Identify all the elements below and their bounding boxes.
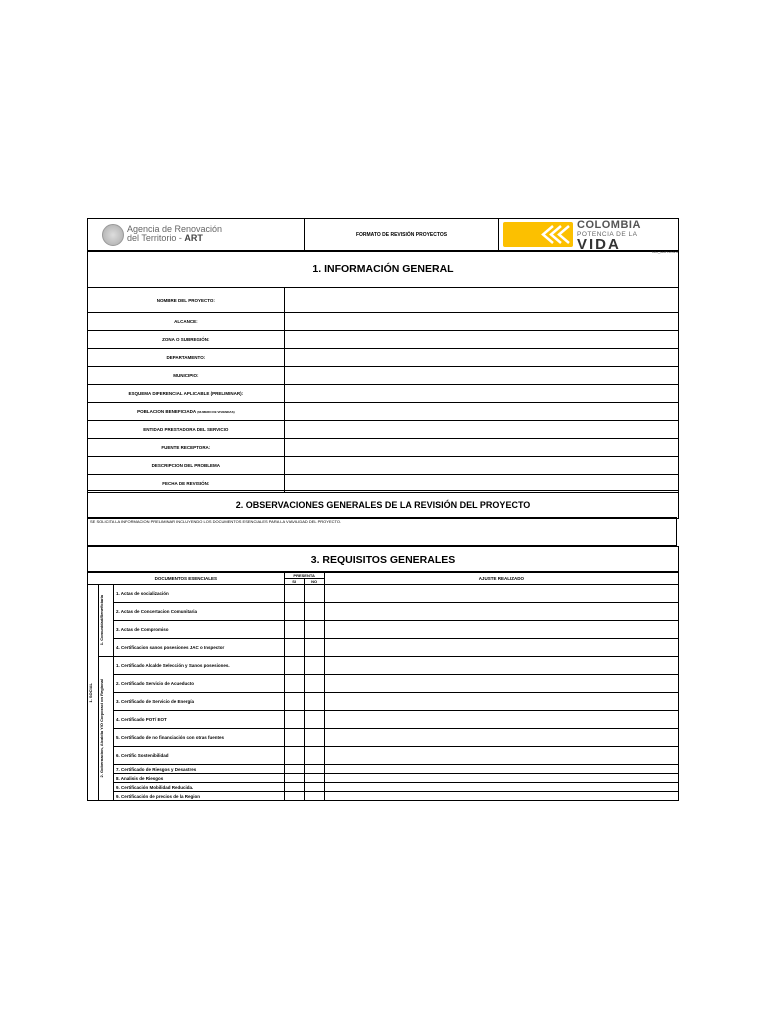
- requirement-row: [88, 603, 679, 621]
- group1-label: 1. Comunidad/Beneficiaria: [98, 595, 104, 646]
- requirement-label: 4. Certificacion sanos posesiones JAC o Inspector: [113, 639, 284, 657]
- agency-suffix: ART: [184, 233, 203, 243]
- requirement-label: 3. Certificado de Servicio de Energía: [113, 693, 284, 711]
- col-header-si: SI: [284, 579, 304, 585]
- field-value-input[interactable]: [284, 403, 678, 421]
- field-row: [88, 403, 679, 421]
- field-label-note: (NUMERO DE VIVIENDAS): [197, 410, 235, 414]
- form-header: [87, 218, 679, 252]
- field-value-input[interactable]: [284, 331, 678, 349]
- field-value-input[interactable]: [284, 367, 678, 385]
- observations-text: SE SOLICITA LA INFORMACION PRELIMINAR INCLUYENDO LOS DOCUMENTOS ESENCIALES PARA LA VIAVILIDAD DEL PROYECTO.: [90, 519, 342, 524]
- ajuste-input[interactable]: [324, 603, 678, 621]
- requirement-row: [88, 657, 679, 675]
- agency-line1: Agencia de Renovación: [127, 224, 223, 234]
- si-checkbox[interactable]: [284, 675, 304, 693]
- requirement-row: [88, 585, 679, 603]
- colombia-brand-cell: [499, 219, 678, 251]
- art-logo-cell: [88, 219, 305, 251]
- field-row: [88, 288, 679, 313]
- coat-of-arms-icon: [102, 224, 124, 246]
- field-row: [88, 331, 679, 349]
- ajuste-input[interactable]: [324, 792, 678, 801]
- group1-cell: [98, 585, 113, 657]
- agency-line2: del Territorio -: [127, 233, 185, 243]
- no-checkbox[interactable]: [304, 765, 324, 774]
- group2-label: 2. Gobernacion, Alcaldia Y/O Corporaci on Regional: [98, 679, 104, 778]
- no-checkbox[interactable]: [304, 603, 324, 621]
- si-checkbox[interactable]: [284, 657, 304, 675]
- ajuste-input[interactable]: [324, 783, 678, 792]
- field-label: DEPARTAMENTO:: [88, 349, 285, 367]
- form-title: FORMATO DE REVISIÓN PROYECTOS: [305, 219, 499, 251]
- field-value-input[interactable]: [284, 385, 678, 403]
- no-checkbox[interactable]: [304, 657, 324, 675]
- field-row: [88, 457, 679, 475]
- si-checkbox[interactable]: [284, 693, 304, 711]
- si-checkbox[interactable]: [284, 603, 304, 621]
- requirement-label: 2. Actas de Concertacion Comunitaria: [113, 603, 284, 621]
- field-label: FECHA DE REVISIÓN:: [88, 475, 285, 493]
- field-label: NOMBRE DEL PROYECTO:: [88, 288, 285, 313]
- field-value-input[interactable]: [284, 313, 678, 331]
- requirement-label: 9. Certificación de precios de la Region: [113, 792, 284, 801]
- ajuste-input[interactable]: [324, 639, 678, 657]
- ajuste-input[interactable]: [324, 747, 678, 765]
- no-checkbox[interactable]: [304, 747, 324, 765]
- field-label: ALCANCE:: [88, 313, 285, 331]
- si-checkbox[interactable]: [284, 621, 304, 639]
- field-row: [88, 367, 679, 385]
- field-value-input[interactable]: [284, 439, 678, 457]
- requirement-row: [88, 621, 679, 639]
- requirement-label: 9. Certificación Mobilidad Reducida.: [113, 783, 284, 792]
- no-checkbox[interactable]: [304, 675, 324, 693]
- col-header-no: NO: [304, 579, 324, 585]
- field-value-input[interactable]: [284, 288, 678, 313]
- group-outer-cell: [88, 585, 99, 801]
- field-label: ESQUEMA DIFERENCIAL APLICABLE (PRELIMINAR):: [88, 385, 285, 403]
- requirement-label: 8. Analisis de Riesgos: [113, 774, 284, 783]
- colombia-brand-text: [577, 220, 677, 251]
- col-header-ajuste: AJUSTE REALIZADO: [324, 572, 678, 585]
- si-checkbox[interactable]: [284, 774, 304, 783]
- si-checkbox[interactable]: [284, 765, 304, 774]
- field-row: [88, 421, 679, 439]
- no-checkbox[interactable]: [304, 729, 324, 747]
- field-label: [88, 403, 285, 421]
- ajuste-input[interactable]: [324, 657, 678, 675]
- ajuste-input[interactable]: [324, 693, 678, 711]
- requirement-label: 1. Actas de socialización: [113, 585, 284, 603]
- si-checkbox[interactable]: [284, 783, 304, 792]
- si-checkbox[interactable]: [284, 639, 304, 657]
- requirement-label: 7. Certificado de Riesgos y Desastres: [113, 765, 284, 774]
- ajuste-input[interactable]: [324, 711, 678, 729]
- field-label: FUENTE RECEPTORA:: [88, 439, 285, 457]
- requirement-label: 1. Certificado Alcalde Selección y Sanos posesiones.: [113, 657, 284, 675]
- chevron-mark-icon: [503, 222, 573, 247]
- field-value-input[interactable]: [284, 457, 678, 475]
- no-checkbox[interactable]: [304, 774, 324, 783]
- field-row: [88, 313, 679, 331]
- observations-box[interactable]: [87, 517, 677, 546]
- brand-line1: COLOMBIA: [577, 219, 641, 231]
- requirements-header-row: [88, 572, 679, 579]
- requirement-row: [88, 774, 679, 783]
- si-checkbox[interactable]: [284, 585, 304, 603]
- requirement-row: [88, 639, 679, 657]
- field-label: DESCRIPCION DEL PROBLEMA: [88, 457, 285, 475]
- no-checkbox[interactable]: [304, 693, 324, 711]
- field-row: [88, 385, 679, 403]
- group2-cell: [98, 657, 113, 801]
- brand-yellow-mark: [503, 222, 573, 247]
- si-checkbox[interactable]: [284, 792, 304, 801]
- no-checkbox[interactable]: [304, 783, 324, 792]
- requirement-row: [88, 711, 679, 729]
- requirement-label: 3. Actas de Compromiso: [113, 621, 284, 639]
- field-label-main: POBLACION BENEFICIADA: [137, 409, 196, 414]
- no-checkbox[interactable]: [304, 639, 324, 657]
- ajuste-input[interactable]: [324, 585, 678, 603]
- ajuste-input[interactable]: [324, 774, 678, 783]
- requirement-label: 6. Certific Sostenibilidad: [113, 747, 284, 765]
- section1-title: 1. INFORMACIÓN GENERAL: [87, 250, 679, 288]
- requirement-row: [88, 765, 679, 774]
- requirement-label: 4. Certificado POT/ EOT: [113, 711, 284, 729]
- group-outer-label: 1. SOCIAL: [88, 682, 93, 703]
- requirements-table: [87, 571, 679, 801]
- si-checkbox[interactable]: [284, 729, 304, 747]
- field-row: [88, 349, 679, 367]
- field-value-input[interactable]: [284, 349, 678, 367]
- field-label: ENTIDAD PRESTADORA DEL SERVICIO: [88, 421, 285, 439]
- document-code: GC_UJR.2023: [651, 249, 678, 254]
- section2-title: 2. OBSERVACIONES GENERALES DE LA REVISIÓN DEL PROYECTO: [87, 490, 679, 519]
- field-label: MUNICIPIO:: [88, 367, 285, 385]
- general-info-table: [87, 287, 679, 493]
- requirement-row: [88, 675, 679, 693]
- requirement-row: [88, 792, 679, 801]
- requirement-label: 5. Certificado de no financiación con otras fuentes: [113, 729, 284, 747]
- requirement-label: 2. Certificado Servicio de Acueducto: [113, 675, 284, 693]
- requirement-row: [88, 693, 679, 711]
- requirement-row: [88, 747, 679, 765]
- requirement-row: [88, 783, 679, 792]
- ajuste-input[interactable]: [324, 729, 678, 747]
- field-row: [88, 439, 679, 457]
- art-logo-text: [127, 225, 222, 243]
- brand-line2: POTENCIA DE LA: [577, 231, 638, 238]
- no-checkbox[interactable]: [304, 711, 324, 729]
- si-checkbox[interactable]: [284, 747, 304, 765]
- field-label: ZONA O SUBREGIÓN:: [88, 331, 285, 349]
- si-checkbox[interactable]: [284, 711, 304, 729]
- no-checkbox[interactable]: [304, 621, 324, 639]
- brand-line3: VIDA: [577, 236, 621, 251]
- col-header-presenta: PRESENTA: [284, 572, 324, 579]
- no-checkbox[interactable]: [304, 792, 324, 801]
- ajuste-input[interactable]: [324, 621, 678, 639]
- ajuste-input[interactable]: [324, 765, 678, 774]
- ajuste-input[interactable]: [324, 675, 678, 693]
- field-value-input[interactable]: [284, 421, 678, 439]
- requirement-row: [88, 729, 679, 747]
- section3-title: 3. REQUISITOS GENERALES: [87, 546, 679, 573]
- no-checkbox[interactable]: [304, 585, 324, 603]
- col-header-docs: DOCUMENTOS ESENCIALES: [88, 572, 285, 585]
